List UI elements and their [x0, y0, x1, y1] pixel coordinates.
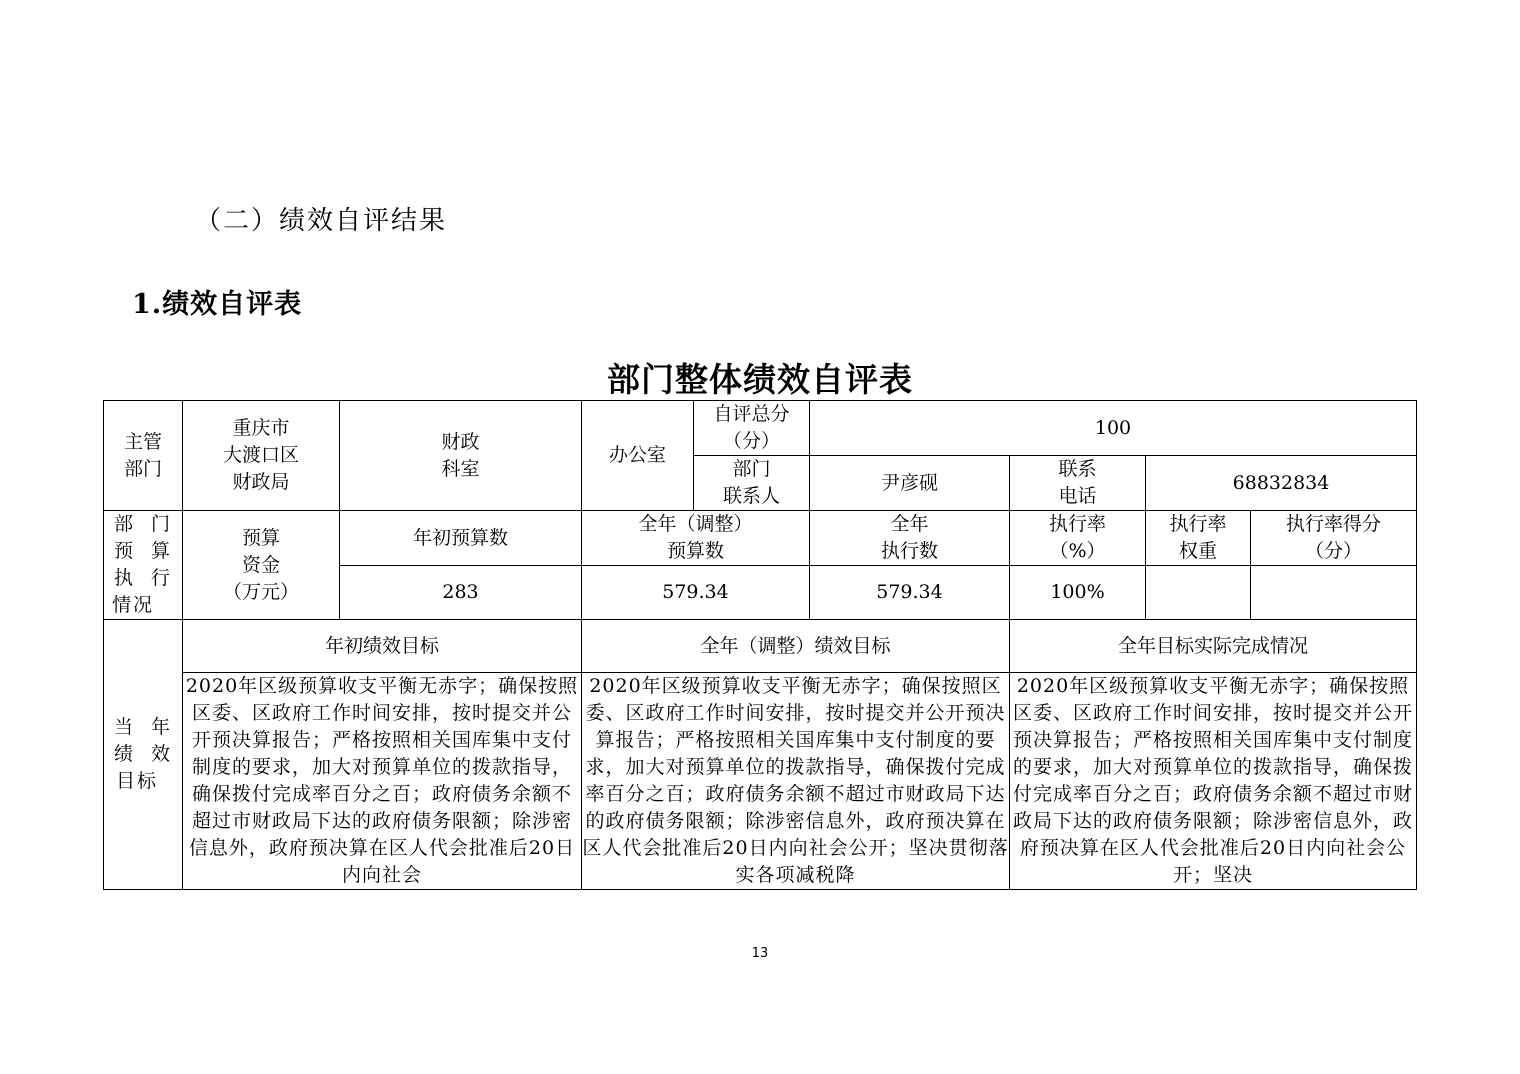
office-label-cell: 办公室	[582, 401, 694, 511]
dept-name-cell	[183, 401, 340, 511]
dept-label-cell	[104, 401, 183, 511]
goals-label-char: 当	[114, 716, 136, 738]
contact-label-line: 联系人	[722, 485, 780, 507]
score-value-cell: 100	[810, 401, 1417, 456]
dept-label-line: 部门	[123, 457, 162, 480]
funds-label-line: （万元）	[222, 580, 299, 603]
adjusted-goals-text: 2020年区级预算收支平衡无赤字；确保按照区委、区政府工作时间安排，按时提交并公开预决算报告；严格按照相关国库集中支付制度的要求，加大对预算单位的拨款指导，确保拨付完成率百分之百；政府债务余额不超过市财政局下达的政府债务限额；除涉密信息外，政府预决算在区人代会批准后20日内向社会公开；坚决贯彻落实各项减税降	[582, 673, 1010, 890]
contact-label-cell	[694, 456, 810, 511]
actual-goals-text: 2020年区级预算收支平衡无赤字；确保按照区委、区政府工作时间安排，按时提交并公开预决算报告；严格按照相关国库集中支付制度的要求，加大对预算单位的拨款指导，确保拨付完成率百分之百；政府债务余额不超过市财政局下达的政府债务限额；除涉密信息外，政府预决算在区人代会批准后20日内向社会公开；坚决	[1010, 673, 1417, 890]
col-weight	[1146, 511, 1251, 566]
col-adjusted-line: 全年（调整）	[638, 513, 753, 535]
budget-label-line: 情况	[112, 594, 155, 616]
col-score-line: （分）	[1305, 540, 1363, 562]
section-title: （二）绩效自评结果	[195, 206, 448, 236]
performance-evaluation-table	[103, 400, 1417, 890]
goals-row-label	[104, 620, 183, 890]
col-weight-line: 执行率	[1169, 513, 1227, 535]
col-executed-line: 执行数	[880, 540, 938, 562]
budget-row-label	[104, 511, 183, 620]
goals-label-char: 效	[150, 743, 172, 765]
col-adjusted-line: 预算数	[666, 540, 724, 562]
col-executed-line: 全年	[890, 513, 929, 535]
contact-label-line: 部门	[732, 458, 771, 480]
dept-name-line: 大渡口区	[222, 444, 299, 466]
score-label-cell	[694, 401, 810, 456]
weight-value	[1146, 566, 1251, 620]
goals-label-line	[104, 714, 182, 741]
phone-label-line: 联系	[1058, 458, 1097, 480]
initial-goals-text: 2020年区级预算收支平衡无赤字；确保按照区委、区政府工作时间安排，按时提交并公开预决算报告；严格按照相关国库集中支付制度的要求，加大对预算单位的拨款指导，确保拨付完成率百分之百；政府债务余额不超过市财政局下达的政府债务限额；除涉密信息外，政府预决算在区人代会批准后20日内向社会	[183, 673, 582, 890]
funds-label-cell	[183, 511, 340, 620]
dept-name-line: 财政局	[232, 471, 290, 493]
phone-label-cell	[1010, 456, 1146, 511]
col-rate-line: 执行率	[1048, 513, 1106, 535]
goals-label-char: 绩	[114, 743, 136, 765]
dept-name-line: 重庆市	[232, 417, 290, 439]
phone-label-line: 电话	[1058, 485, 1097, 507]
score-value	[1251, 566, 1417, 620]
office-line: 财政	[441, 431, 480, 453]
budget-label-char: 预	[114, 540, 136, 562]
funds-label-line: 预算	[241, 526, 280, 549]
subsection-title: 1.绩效自评表	[132, 289, 303, 320]
office-cell	[340, 401, 582, 511]
col-adjusted-goals: 全年（调整）绩效目标	[582, 620, 1010, 673]
budget-label-char: 算	[150, 540, 172, 562]
col-weight-line: 权重	[1178, 540, 1217, 562]
col-executed	[810, 511, 1010, 566]
executed-value: 579.34	[810, 566, 1010, 620]
phone-value-cell: 68832834	[1146, 456, 1417, 511]
col-score-line: 执行率得分	[1286, 513, 1382, 535]
budget-label-char: 部	[114, 513, 136, 535]
budget-label-char: 门	[150, 513, 172, 535]
contact-value-cell: 尹彦砚	[810, 456, 1010, 511]
budget-label-line	[104, 538, 182, 565]
budget-label-line	[104, 565, 182, 592]
col-initial-budget: 年初预算数	[340, 511, 582, 566]
goals-label-char: 年	[150, 716, 172, 738]
budget-label-char: 行	[150, 567, 172, 589]
office-line: 科室	[441, 458, 480, 480]
col-score	[1251, 511, 1417, 566]
score-label-line: 自评总分	[713, 403, 790, 425]
table-title: 部门整体绩效自评表	[607, 360, 913, 399]
goals-label-line: 目标	[116, 770, 159, 792]
budget-label-char: 执	[114, 567, 136, 589]
budget-label-line	[104, 511, 182, 538]
goals-label-line	[104, 741, 182, 768]
initial-budget-value: 283	[340, 566, 582, 620]
col-actual-goals: 全年目标实际完成情况	[1010, 620, 1417, 673]
rate-value: 100%	[1010, 566, 1146, 620]
col-rate	[1010, 511, 1146, 566]
col-adjusted-budget	[582, 511, 810, 566]
dept-label-line: 主管	[123, 430, 162, 453]
page-number: 13	[751, 946, 769, 961]
col-initial-goals: 年初绩效目标	[183, 620, 582, 673]
col-rate-line: （%）	[1049, 540, 1106, 562]
score-label-line: （分）	[722, 430, 780, 452]
funds-label-line: 资金	[241, 553, 280, 576]
adjusted-budget-value: 579.34	[582, 566, 810, 620]
